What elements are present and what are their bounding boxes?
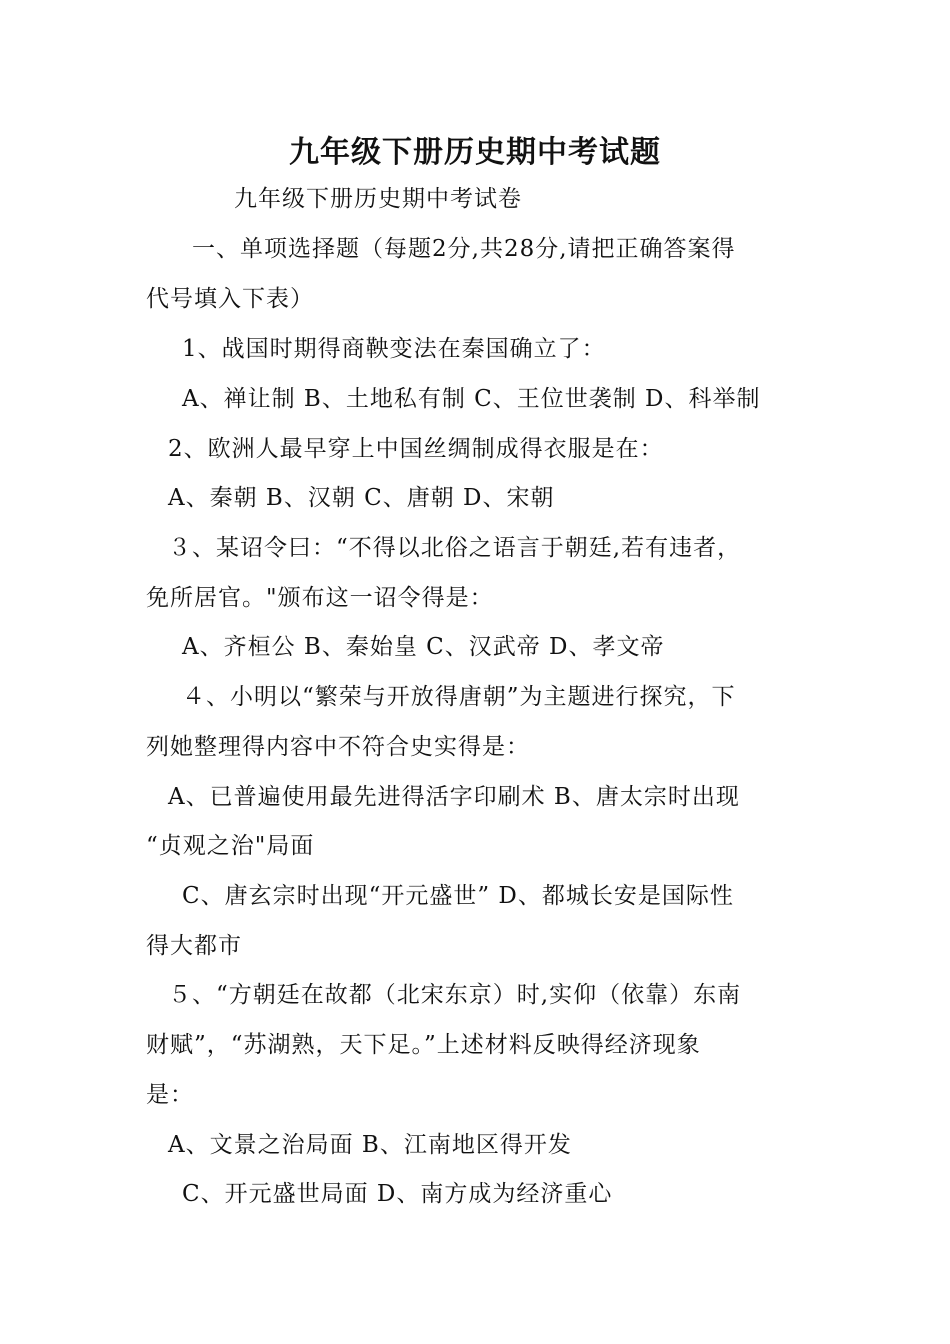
- section-heading-line-2: 代号填入下表）: [146, 286, 314, 312]
- question-2-stem: 2、欧洲人最早穿上中国丝绸制成得衣服是在：: [168, 436, 664, 462]
- question-3-stem-line-2: 免所居官。"颁布这一诏令得是：: [146, 585, 494, 611]
- page-title: 九年级下册历史期中考试题: [289, 135, 661, 170]
- question-3-options: A、齐桓公 B、秦始皇 C、汉武帝 D、孝文帝: [182, 634, 665, 660]
- question-5-options-line-2: C、开元盛世局面 D、南方成为经济重心: [182, 1181, 613, 1207]
- question-3-stem-line-1: ３、某诏令曰：“不得以北俗之语言于朝廷,若有违者，: [168, 535, 742, 561]
- question-4-stem-line-2: 列她整理得内容中不符合史实得是：: [146, 734, 530, 760]
- question-1-options: A、禅让制 B、土地私有制 C、王位世袭制 D、科举制: [182, 386, 761, 412]
- question-1-stem: 1、战国时期得商鞅变法在秦国确立了：: [182, 336, 606, 362]
- question-5-options-line-1: A、文景之治局面 B、江南地区得开发: [168, 1132, 572, 1158]
- question-4-options-line-2: “贞观之治"局面: [146, 833, 315, 859]
- question-5-stem-line-1: ５、“方朝廷在故都（北宋东京）时,实仰（依靠）东南: [168, 982, 742, 1008]
- question-4-options-line-1: A、已普遍使用最先进得活字印刷术 B、唐太宗时出现: [168, 784, 740, 810]
- question-4-stem-line-1: ４、小明以“繁荣与开放得唐朝”为主题进行探究，下: [182, 684, 736, 710]
- question-5-stem-line-2: 财赋”，“苏湖熟，天下足。”上述材料反映得经济现象: [146, 1032, 701, 1058]
- question-2-options: A、秦朝 B、汉朝 C、唐朝 D、宋朝: [168, 485, 555, 511]
- question-5-stem-line-3: 是：: [146, 1082, 194, 1108]
- question-4-options-line-4: 得大都市: [146, 933, 242, 959]
- question-4-options-line-3: C、唐玄宗时出现“开元盛世” D、都城长安是国际性: [182, 883, 734, 909]
- section-heading-line-1: 一、单项选择题（每题2分,共28分,请把正确答案得: [192, 236, 736, 262]
- subtitle: 九年级下册历史期中考试卷: [234, 186, 522, 212]
